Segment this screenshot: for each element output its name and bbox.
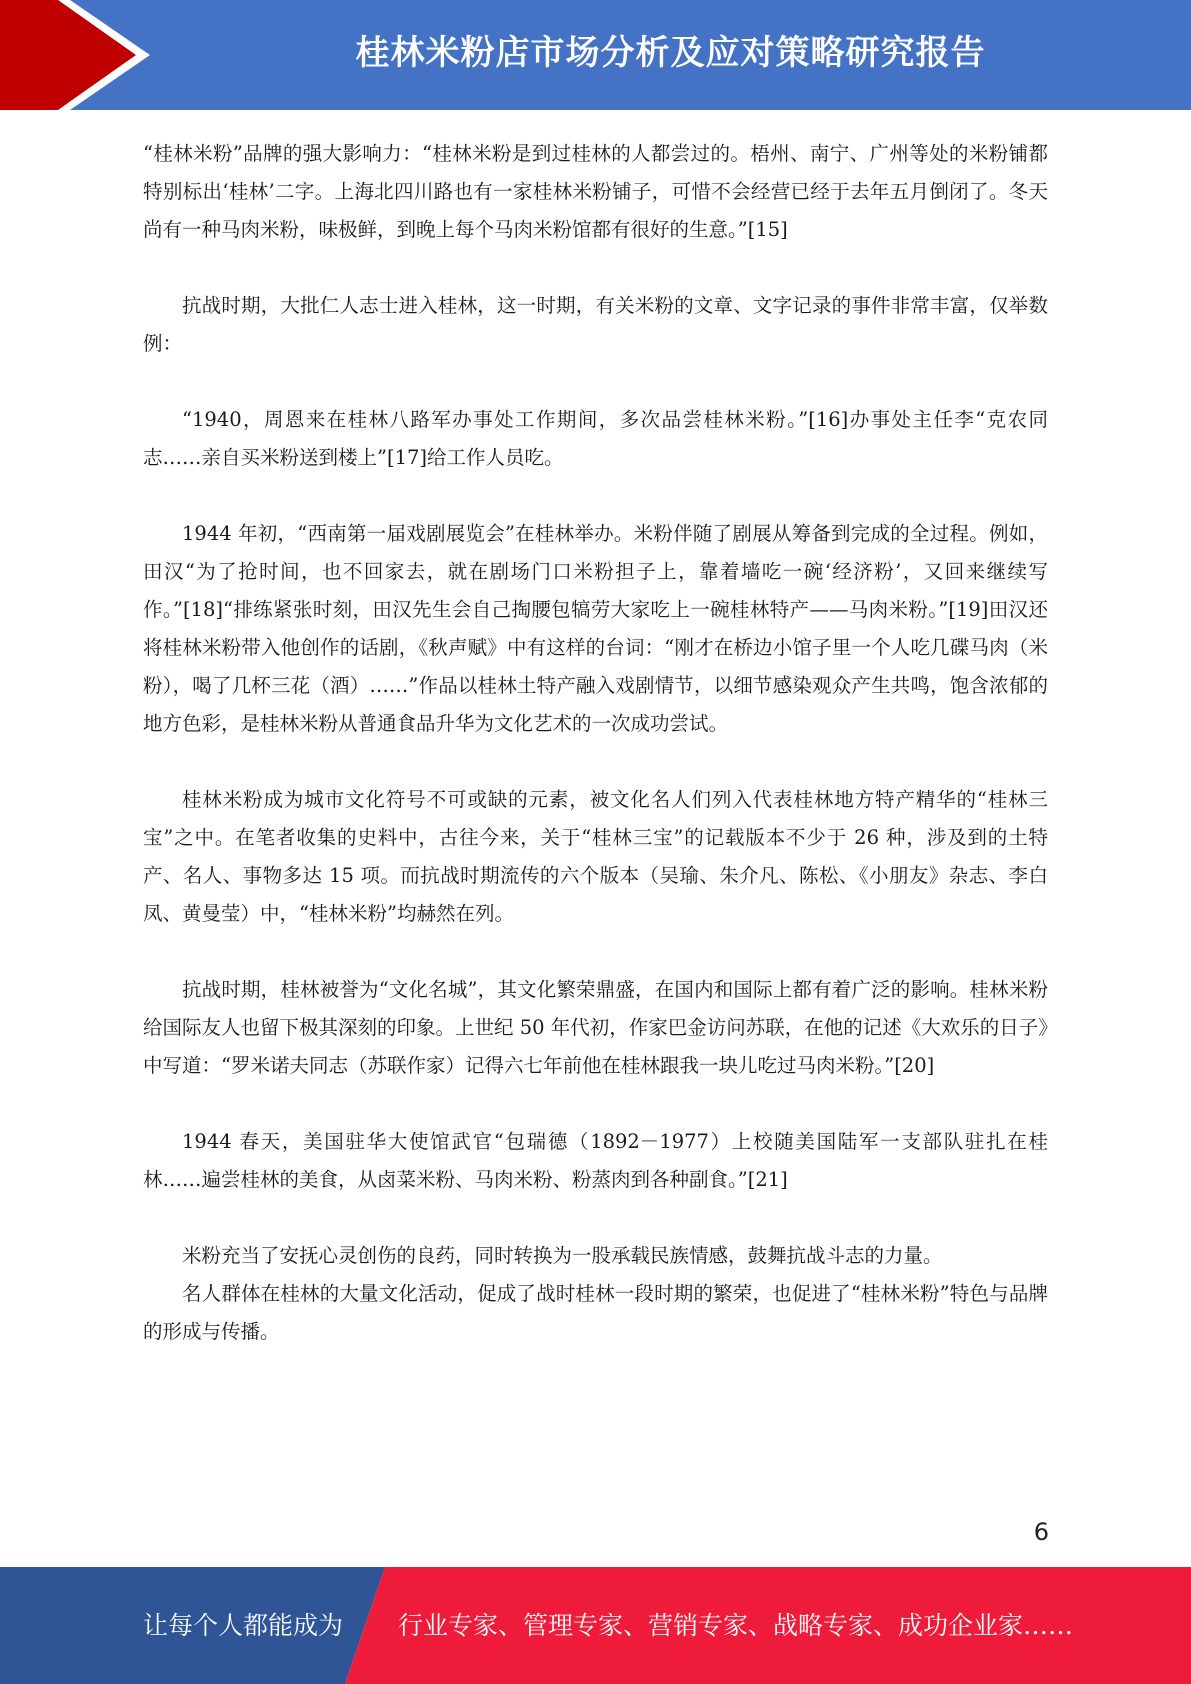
document-body [143, 135, 1048, 1389]
paragraph-text: “桂林米粉”品牌的强大影响力：“桂林米粉是到过桂林的人都尝过的。梧州、南宁、广州等处的米粉铺都特别标出‘桂林’二字。上海北四川路也有一家桂林米粉铺子，可惜不会经营已经于去年五月倒闭了。冬天尚有一种马肉米粉，味极鲜，到晚上每个马肉米粉馆都有很好的生意。”[15] [143, 142, 1048, 241]
body-paragraph [143, 287, 1048, 363]
document-title: 桂林米粉店市场分析及应对策略研究报告 [355, 33, 986, 73]
footer-slogan-left: 让每个人都能成为 [143, 1611, 344, 1640]
page-number: 6 [1033, 1518, 1049, 1546]
body-paragraph [143, 971, 1048, 1085]
paragraph-text: 米粉充当了安抚心灵创伤的良药，同时转换为一股承载民族情感，鼓舞抗战斗志的力量。 [182, 1244, 943, 1267]
paragraph-text: “1940，周恩来在桂林八路军办事处工作期间，多次品尝桂林米粉。”[16]办事处主任李“克农同志……亲自买米粉送到楼上”[17]给工作人员吃。 [143, 408, 1048, 469]
paragraph-text: 1944 春天，美国驻华大使馆武官“包瑞德（1892－1977）上校随美国陆军一支部队驻扎在桂林……遍尝桂林的美食，从卤菜米粉、马肉米粉、粉蒸肉到各种副食。”[21] [143, 1130, 1048, 1191]
body-paragraph [143, 1123, 1048, 1199]
page-header [0, 0, 1191, 110]
footer-slogan-right: 行业专家、管理专家、营销专家、战略专家、成功企业家…… [398, 1611, 1074, 1640]
paragraph-text: 桂林米粉成为城市文化符号不可或缺的元素，被文化名人们列入代表桂林地方特产精华的“桂林三宝”之中。在笔者收集的史料中，古往今来，关于“桂林三宝”的记载版本不少于 26 种，涉及到的土特产、名人、事物多达 15 项。而抗战时期流传的六个版本（吴瑜、朱介凡、陈松、《小朋友》杂志、李白凤、黄曼莹）中，“桂林米粉”均赫然在列。 [143, 788, 1048, 925]
paragraph-text: 抗战时期，大批仁人志士进入桂林，这一时期，有关米粉的文章、文字记录的事件非常丰富，仅举数例： [143, 294, 1048, 355]
paragraph-text: 1944 年初，“西南第一届戏剧展览会”在桂林举办。米粉伴随了剧展从筹备到完成的全过程。例如，田汉“为了抢时间，也不回家去，就在剧场门口米粉担子上，靠着墙吃一碗‘经济粉’，又回来继续写作。”[18]“排练紧张时刻，田汉先生会自己掏腰包犒劳大家吃上一碗桂林特产——马肉米粉。”[19]田汉还将桂林米粉带入他创作的话剧，《秋声赋》中有这样的台词：“刚才在桥边小馆子里一个人吃几碟马肉（米粉），喝了几杯三花（酒）……”作品以桂林土特产融入戏剧情节，以细节感染观众产生共鸣，饱含浓郁的地方色彩，是桂林米粉从普通食品升华为文化艺术的一次成功尝试。 [143, 522, 1048, 735]
page-footer [0, 1567, 1191, 1684]
paragraph-text: 抗战时期，桂林被誉为“文化名城”，其文化繁荣鼎盛，在国内和国际上都有着广泛的影响。桂林米粉给国际友人也留下极其深刻的印象。上世纪 50 年代初，作家巴金访问苏联，在他的记述《大欢乐的日子》中写道：“罗米诺夫同志（苏联作家）记得六七年前他在桂林跟我一块儿吃过马肉米粉。”[20] [143, 978, 1048, 1077]
paragraph-text: 名人群体在桂林的大量文化活动，促成了战时桂林一段时期的繁荣，也促进了“桂林米粉”特色与品牌的形成与传播。 [143, 1282, 1048, 1343]
body-paragraph [143, 1237, 1048, 1351]
body-paragraph [143, 401, 1048, 477]
body-paragraph [143, 135, 1048, 249]
body-paragraph [143, 781, 1048, 933]
header-chevron-shape [0, 0, 150, 110]
body-paragraph [143, 515, 1048, 743]
